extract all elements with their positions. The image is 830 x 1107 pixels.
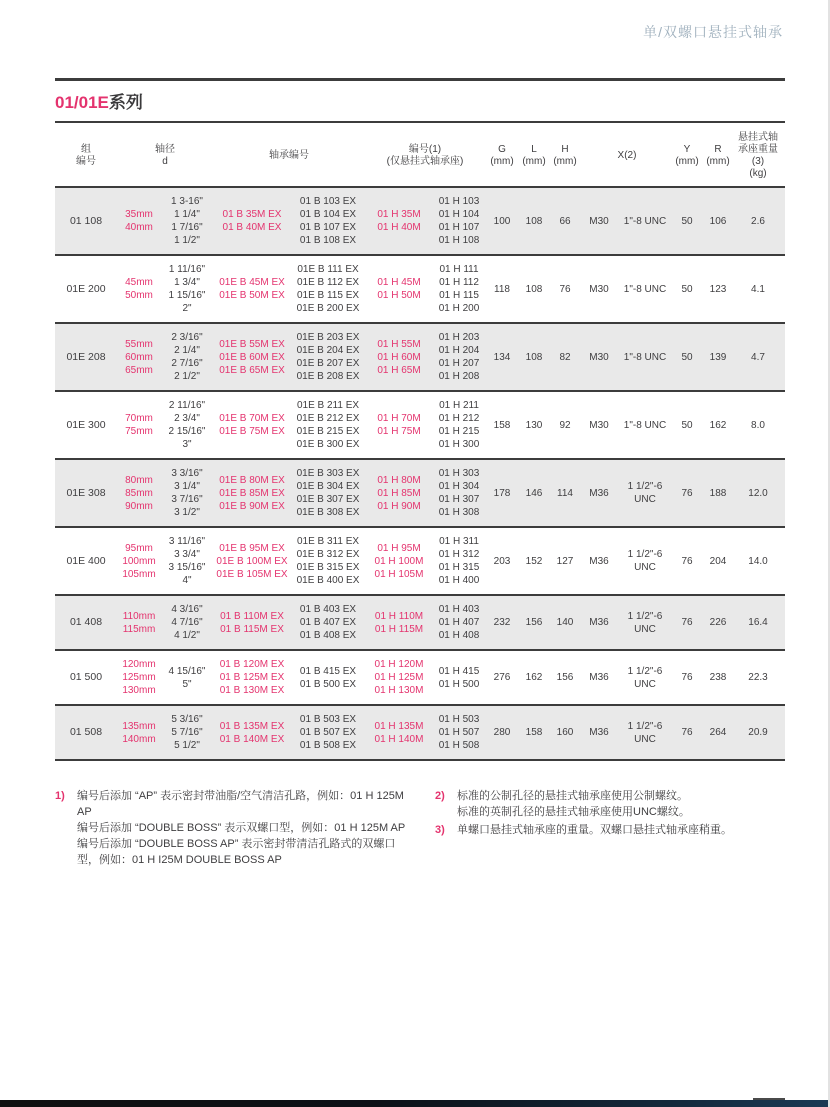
thread-unc: 1"-8 UNC bbox=[623, 215, 667, 227]
shaft-diameter-metric: 35mm 40mm bbox=[125, 209, 153, 233]
dim-H: 82 bbox=[559, 351, 571, 363]
shaft-diameter-metric: 120mm 125mm 130mm bbox=[122, 659, 156, 696]
thread-metric: M30 bbox=[589, 351, 609, 363]
dim-G: 280 bbox=[493, 727, 511, 738]
bearing-number-inch: 01E B 311 EX 01E B 312 EX 01E B 315 EX 01E B 400 EX bbox=[296, 536, 360, 586]
dim-H: 92 bbox=[559, 419, 571, 431]
col-header-hanger-number: 编号(1) (仅悬挂式轴承座) bbox=[386, 144, 464, 167]
dim-R: 238 bbox=[709, 672, 727, 683]
col-header-G: G (mm) bbox=[490, 144, 514, 167]
hanger-number-metric: 01 H 120M 01 H 125M 01 H 130M bbox=[374, 659, 424, 696]
thread-unc: 1"-8 UNC bbox=[623, 419, 667, 431]
thread-unc: 1"-8 UNC bbox=[623, 351, 667, 363]
group-number: 01E 208 bbox=[66, 350, 106, 363]
housing-weight: 20.9 bbox=[748, 727, 768, 738]
footnote-2 bbox=[435, 788, 785, 820]
dim-R: 188 bbox=[709, 487, 727, 499]
hanger-number-metric: 01 H 35M 01 H 40M bbox=[377, 209, 421, 233]
dim-R: 226 bbox=[709, 617, 727, 628]
hanger-number-inch: 01 H 415 01 H 500 bbox=[438, 665, 480, 690]
housing-weight: 22.3 bbox=[748, 672, 768, 683]
shaft-diameter-inch: 3 11/16" 3 3/4" 3 15/16" 4" bbox=[168, 536, 206, 586]
col-header-L: L (mm) bbox=[522, 144, 546, 167]
thread-metric: M36 bbox=[589, 487, 609, 499]
housing-weight: 2.6 bbox=[751, 215, 765, 227]
hanger-number-inch: 01 H 103 01 H 104 01 H 107 01 H 108 bbox=[438, 196, 480, 246]
section-title-accent: 01/01E bbox=[55, 93, 109, 112]
dim-L: 158 bbox=[525, 727, 543, 738]
table-row bbox=[55, 256, 785, 324]
housing-weight: 4.7 bbox=[751, 351, 765, 363]
footnote-column-right bbox=[435, 788, 785, 870]
housing-weight: 12.0 bbox=[748, 487, 768, 499]
bearing-number-metric: 01E B 95M EX 01E B 100M EX 01E B 105M EX bbox=[216, 542, 288, 580]
dim-Y: 76 bbox=[681, 672, 693, 683]
table-row bbox=[55, 392, 785, 460]
hanger-number-metric: 01 H 135M 01 H 140M bbox=[374, 720, 424, 745]
dim-H: 114 bbox=[557, 487, 573, 499]
dim-H: 127 bbox=[556, 555, 574, 567]
dim-Y: 76 bbox=[681, 617, 693, 628]
hanger-number-metric: 01 H 55M 01 H 60M 01 H 65M bbox=[377, 338, 421, 376]
bearing-number-metric: 01 B 120M EX 01 B 125M EX 01 B 130M EX bbox=[219, 659, 285, 696]
bearing-number-metric: 01E B 70M EX 01E B 75M EX bbox=[219, 413, 285, 437]
dim-G: 203 bbox=[493, 555, 511, 567]
dim-G: 178 bbox=[493, 487, 511, 499]
dim-Y: 76 bbox=[681, 555, 693, 567]
thread-unc: 1 1/2"-6 UNC bbox=[627, 549, 663, 573]
shaft-diameter-inch: 5 3/16" 5 7/16" 5 1/2" bbox=[171, 714, 203, 751]
hanger-number-inch: 01 H 111 01 H 112 01 H 115 01 H 200 bbox=[438, 264, 480, 314]
table-row bbox=[55, 528, 785, 596]
bearing-number-metric: 01 B 135M EX 01 B 140M EX bbox=[219, 720, 285, 745]
shaft-diameter-metric: 95mm 100mm 105mm bbox=[122, 542, 156, 580]
table-row bbox=[55, 706, 785, 761]
dim-G: 158 bbox=[493, 419, 511, 431]
footnotes bbox=[55, 788, 785, 870]
hanger-number-metric: 01 H 80M 01 H 85M 01 H 90M bbox=[377, 474, 421, 512]
group-number: 01E 300 bbox=[66, 418, 106, 431]
shaft-diameter-metric: 55mm 60mm 65mm bbox=[125, 338, 153, 376]
thread-metric: M36 bbox=[589, 727, 609, 738]
bearing-number-metric: 01E B 45M EX 01E B 50M EX bbox=[219, 277, 285, 301]
thread-unc: 1 1/2"-6 UNC bbox=[627, 665, 663, 690]
dim-G: 100 bbox=[493, 215, 511, 227]
hanger-number-metric: 01 H 110M 01 H 115M bbox=[374, 610, 424, 635]
footnote-column-left bbox=[55, 788, 413, 870]
table-header-row bbox=[55, 122, 785, 188]
dim-G: 118 bbox=[494, 283, 510, 295]
bearing-number-inch: 01 B 103 EX 01 B 104 EX 01 B 107 EX 01 B 108 EX bbox=[299, 196, 357, 246]
page-header-title: 单/双螺口悬挂式轴承 bbox=[643, 24, 783, 40]
dim-R: 162 bbox=[709, 419, 727, 431]
table-row bbox=[55, 651, 785, 706]
dim-R: 123 bbox=[709, 283, 727, 295]
group-number: 01E 200 bbox=[66, 282, 106, 295]
dim-G: 134 bbox=[493, 351, 511, 363]
dim-H: 140 bbox=[556, 617, 574, 628]
col-header-X: X(2) bbox=[617, 150, 637, 161]
bearing-number-metric: 01 B 35M EX 01 B 40M EX bbox=[222, 209, 282, 233]
shaft-diameter-inch: 2 3/16" 2 1/4" 2 7/16" 2 1/2" bbox=[171, 332, 203, 382]
dim-H: 76 bbox=[559, 283, 571, 295]
group-number: 01 108 bbox=[69, 214, 103, 227]
footnote-3-text bbox=[457, 822, 785, 838]
page-bottom-bar bbox=[0, 1100, 830, 1107]
col-header-H: H (mm) bbox=[553, 144, 577, 167]
shaft-diameter-metric: 45mm 50mm bbox=[125, 277, 153, 301]
group-number: 01E 400 bbox=[66, 554, 106, 567]
group-number: 01 508 bbox=[69, 726, 103, 738]
group-number: 01E 308 bbox=[66, 486, 106, 499]
dim-L: 130 bbox=[525, 419, 543, 431]
bearing-number-inch: 01E B 303 EX 01E B 304 EX 01E B 307 EX 01E B 308 EX bbox=[296, 468, 360, 518]
bearing-number-inch: 01 B 415 EX 01 B 500 EX bbox=[299, 665, 357, 690]
shaft-diameter-inch: 3 3/16" 3 1/4" 3 7/16" 3 1/2" bbox=[171, 468, 203, 518]
dim-L: 146 bbox=[525, 487, 543, 499]
footnote-2-line-1: 标准的公制孔径的悬挂式轴承座使用公制螺纹。 bbox=[457, 790, 688, 802]
hanger-number-inch: 01 H 303 01 H 304 01 H 307 01 H 308 bbox=[438, 468, 480, 518]
dim-R: 264 bbox=[709, 727, 727, 738]
shaft-diameter-metric: 135mm 140mm bbox=[122, 720, 156, 745]
dim-Y: 76 bbox=[681, 727, 693, 738]
dim-H: 160 bbox=[556, 727, 574, 738]
footnote-1-line-3: 编号后添加 “DOUBLE BOSS AP” 表示密封带清洁孔路式的双螺口型，例如：01 H I25M DOUBLE BOSS AP bbox=[77, 838, 396, 866]
col-header-shaft-diameter: 轴径 d bbox=[155, 144, 175, 167]
hanger-number-metric: 01 H 95M 01 H 100M 01 H 105M bbox=[374, 542, 424, 580]
dim-Y: 50 bbox=[681, 283, 693, 295]
dim-Y: 50 bbox=[681, 419, 693, 431]
section-title bbox=[55, 78, 785, 123]
dim-R: 204 bbox=[709, 555, 727, 567]
dim-L: 108 bbox=[525, 283, 543, 295]
dim-L: 162 bbox=[525, 672, 543, 683]
footnote-2-text bbox=[457, 788, 785, 820]
hanger-number-inch: 01 H 203 01 H 204 01 H 207 01 H 208 bbox=[438, 332, 480, 382]
hanger-number-inch: 01 H 211 01 H 212 01 H 215 01 H 300 bbox=[438, 400, 480, 450]
thread-metric: M36 bbox=[589, 672, 609, 683]
footnote-1-line-2: 编号后添加 “DOUBLE BOSS” 表示双螺口型，例如：01 H 125M AP bbox=[77, 822, 406, 834]
dim-H: 66 bbox=[559, 215, 571, 227]
bearing-number-inch: 01 B 503 EX 01 B 507 EX 01 B 508 EX bbox=[299, 714, 357, 751]
shaft-diameter-inch: 1 3-16" 1 1/4" 1 7/16" 1 1/2" bbox=[171, 196, 203, 246]
col-header-group: 组 编号 bbox=[76, 144, 96, 167]
col-header-R: R (mm) bbox=[706, 144, 730, 167]
hanger-number-inch: 01 H 403 01 H 407 01 H 408 bbox=[438, 604, 480, 641]
group-number: 01 500 bbox=[69, 671, 103, 683]
table-row bbox=[55, 188, 785, 256]
shaft-diameter-metric: 80mm 85mm 90mm bbox=[125, 474, 153, 512]
table-body bbox=[55, 188, 785, 761]
bearing-number-inch: 01 B 403 EX 01 B 407 EX 01 B 408 EX bbox=[299, 604, 357, 641]
thread-unc: 1 1/2"-6 UNC bbox=[627, 720, 663, 745]
dim-L: 152 bbox=[525, 555, 543, 567]
footnote-3-line-1: 单螺口悬挂式轴承座的重量。双螺口悬挂式轴承座稍重。 bbox=[457, 824, 732, 836]
hanger-number-metric: 01 H 45M 01 H 50M bbox=[377, 277, 421, 301]
section-title-rest: 系列 bbox=[108, 93, 143, 112]
dim-G: 232 bbox=[493, 617, 511, 628]
shaft-diameter-inch: 4 15/16" 5" bbox=[168, 665, 206, 690]
housing-weight: 14.0 bbox=[748, 555, 768, 567]
bearing-number-inch: 01E B 111 EX 01E B 112 EX 01E B 115 EX 01E B 200 EX bbox=[296, 264, 360, 314]
hanger-number-inch: 01 H 311 01 H 312 01 H 315 01 H 400 bbox=[438, 536, 480, 586]
table-row bbox=[55, 324, 785, 392]
bearing-number-inch: 01E B 211 EX 01E B 212 EX 01E B 215 EX 01E B 300 EX bbox=[296, 400, 360, 450]
shaft-diameter-inch: 2 11/16" 2 3/4" 2 15/16" 3" bbox=[168, 400, 206, 450]
housing-weight: 16.4 bbox=[748, 617, 768, 628]
dim-L: 108 bbox=[525, 351, 543, 363]
thread-unc: 1 1/2"-6 UNC bbox=[627, 481, 663, 505]
footnote-1 bbox=[55, 788, 413, 868]
footnote-1-text bbox=[77, 788, 413, 868]
shaft-diameter-inch: 4 3/16" 4 7/16" 4 1/2" bbox=[171, 604, 203, 641]
footnote-3-number: 3) bbox=[435, 824, 445, 836]
bearing-number-metric: 01 B 110M EX 01 B 115M EX bbox=[220, 610, 284, 635]
thread-unc: 1 1/2"-6 UNC bbox=[627, 610, 663, 635]
dim-R: 106 bbox=[709, 215, 727, 227]
thread-metric: M36 bbox=[589, 617, 609, 628]
dim-Y: 50 bbox=[681, 351, 693, 363]
thread-metric: M30 bbox=[589, 215, 609, 227]
col-header-bearing-number: 轴承编号 bbox=[269, 150, 309, 161]
thread-metric: M36 bbox=[589, 555, 609, 567]
bearing-number-metric: 01E B 55M EX 01E B 60M EX 01E B 65M EX bbox=[219, 338, 285, 376]
footnote-2-number: 2) bbox=[435, 790, 445, 802]
table-row bbox=[55, 596, 785, 651]
shaft-diameter-metric: 110mm 115mm bbox=[122, 610, 156, 635]
bearing-number-inch: 01E B 203 EX 01E B 204 EX 01E B 207 EX 01E B 208 EX bbox=[296, 332, 360, 382]
housing-weight: 4.1 bbox=[751, 283, 765, 295]
thread-metric: M30 bbox=[589, 419, 609, 431]
dim-L: 156 bbox=[525, 617, 543, 628]
hanger-number-inch: 01 H 503 01 H 507 01 H 508 bbox=[438, 714, 480, 751]
thread-metric: M30 bbox=[589, 283, 609, 295]
shaft-diameter-metric: 70mm 75mm bbox=[125, 413, 153, 437]
dim-R: 139 bbox=[709, 351, 727, 363]
dim-G: 276 bbox=[493, 672, 511, 683]
col-header-weight: 悬挂式轴 承座重量(3) (kg) bbox=[738, 132, 778, 179]
housing-weight: 8.0 bbox=[751, 419, 765, 431]
thread-unc: 1"-8 UNC bbox=[623, 283, 667, 295]
col-header-Y: Y (mm) bbox=[675, 144, 699, 167]
table-row bbox=[55, 460, 785, 528]
shaft-diameter-inch: 1 11/16" 1 3/4" 1 15/16" 2" bbox=[168, 264, 206, 314]
dim-Y: 76 bbox=[681, 487, 693, 499]
footnote-1-line-1: 编号后添加 “AP” 表示密封带油脂/空气清洁孔路，例如：01 H 125M AP bbox=[77, 790, 404, 818]
dim-H: 156 bbox=[556, 672, 574, 683]
dim-L: 108 bbox=[525, 215, 543, 227]
spec-table bbox=[55, 122, 785, 761]
footnote-1-number: 1) bbox=[55, 790, 65, 802]
footnote-2-line-2: 标准的英制孔径的悬挂式轴承座使用UNC螺纹。 bbox=[457, 806, 690, 818]
bearing-number-metric: 01E B 80M EX 01E B 85M EX 01E B 90M EX bbox=[219, 474, 285, 512]
hanger-number-metric: 01 H 70M 01 H 75M bbox=[377, 413, 421, 437]
dim-Y: 50 bbox=[681, 215, 693, 227]
footnote-3 bbox=[435, 822, 785, 838]
group-number: 01 408 bbox=[69, 616, 103, 628]
